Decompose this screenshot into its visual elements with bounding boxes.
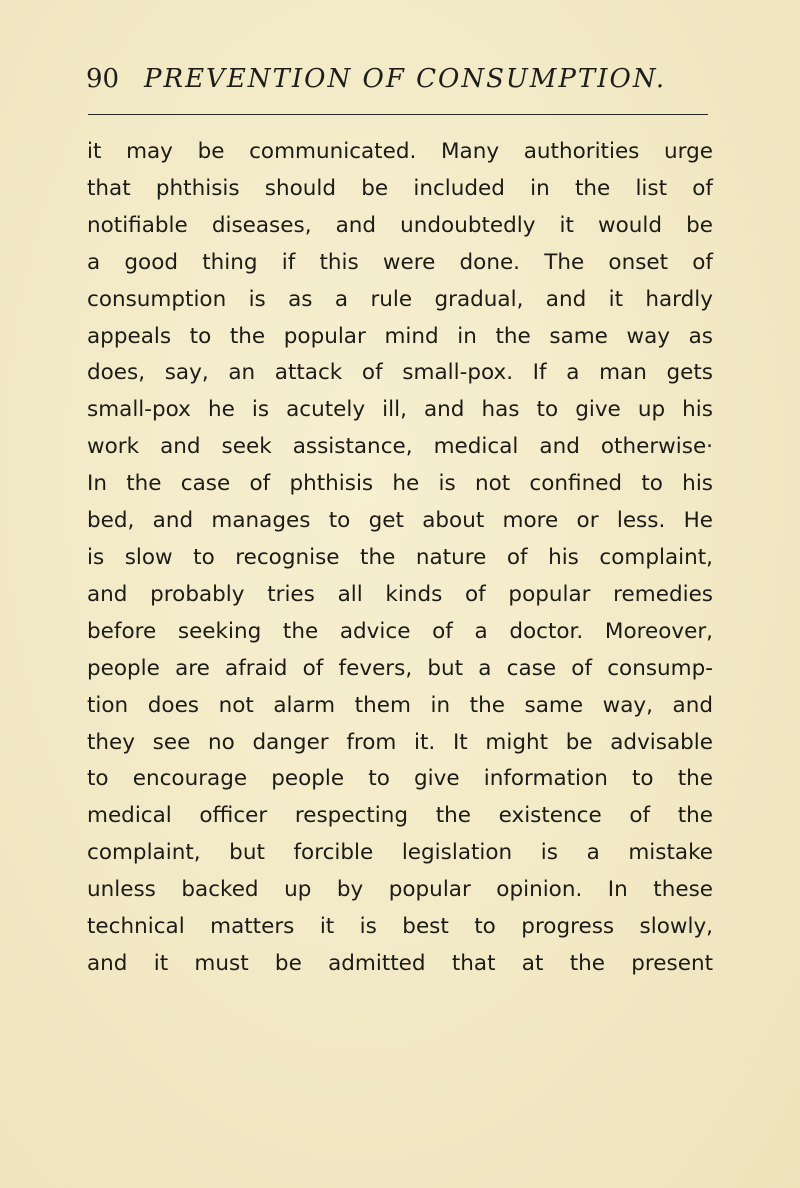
text-line: and it must be admitted that at the present bbox=[87, 950, 713, 976]
text-line: bed, and manages to get about more or less. He bbox=[87, 508, 713, 534]
text-line: technical matters it is best to progress slowly, bbox=[87, 914, 713, 940]
text-line: a good thing if this were done. The onset of bbox=[87, 249, 713, 275]
text-line: small-pox he is acutely ill, and has to give up his bbox=[87, 397, 713, 423]
header-rule bbox=[88, 114, 708, 115]
text-line: people are afraid of fevers, but a case of consump- bbox=[87, 655, 713, 681]
text-line: does, say, an attack of small-pox. If a man gets bbox=[87, 360, 713, 386]
body-text bbox=[87, 134, 713, 983]
text-line: and probably tries all kinds of popular remedies bbox=[87, 581, 713, 607]
text-line: it may be communicated. Many authorities urge bbox=[87, 139, 713, 164]
text-line: is slow to recognise the nature of his complaint, bbox=[87, 544, 713, 570]
text-line: that phthisis should be included in the list of bbox=[87, 175, 713, 201]
text-line: notifiable diseases, and undoubtedly it would be bbox=[87, 212, 713, 238]
text-line: consumption is as a rule gradual, and it hardly bbox=[87, 286, 713, 312]
text-line: appeals to the popular mind in the same way as bbox=[87, 323, 713, 349]
text-line: tion does not alarm them in the same way, and bbox=[87, 692, 713, 718]
text-line: before seeking the advice of a doctor. Moreover, bbox=[87, 618, 713, 644]
text-line: medical officer respecting the existence of the bbox=[87, 803, 713, 829]
text-line: unless backed up by popular opinion. In these bbox=[87, 877, 713, 903]
text-line: complaint, but forcible legislation is a mistake bbox=[87, 840, 713, 866]
text-line: work and seek assistance, medical and otherwise· bbox=[87, 434, 713, 460]
text-line: they see no danger from it. It might be advisable bbox=[87, 729, 713, 755]
page-number: 90 bbox=[86, 64, 120, 94]
text-line: to encourage people to give information to the bbox=[87, 766, 713, 792]
page-header bbox=[86, 62, 726, 102]
running-head: PREVENTION OF CONSUMPTION. bbox=[144, 64, 667, 94]
text-line: In the case of phthisis he is not confined to his bbox=[87, 471, 713, 497]
